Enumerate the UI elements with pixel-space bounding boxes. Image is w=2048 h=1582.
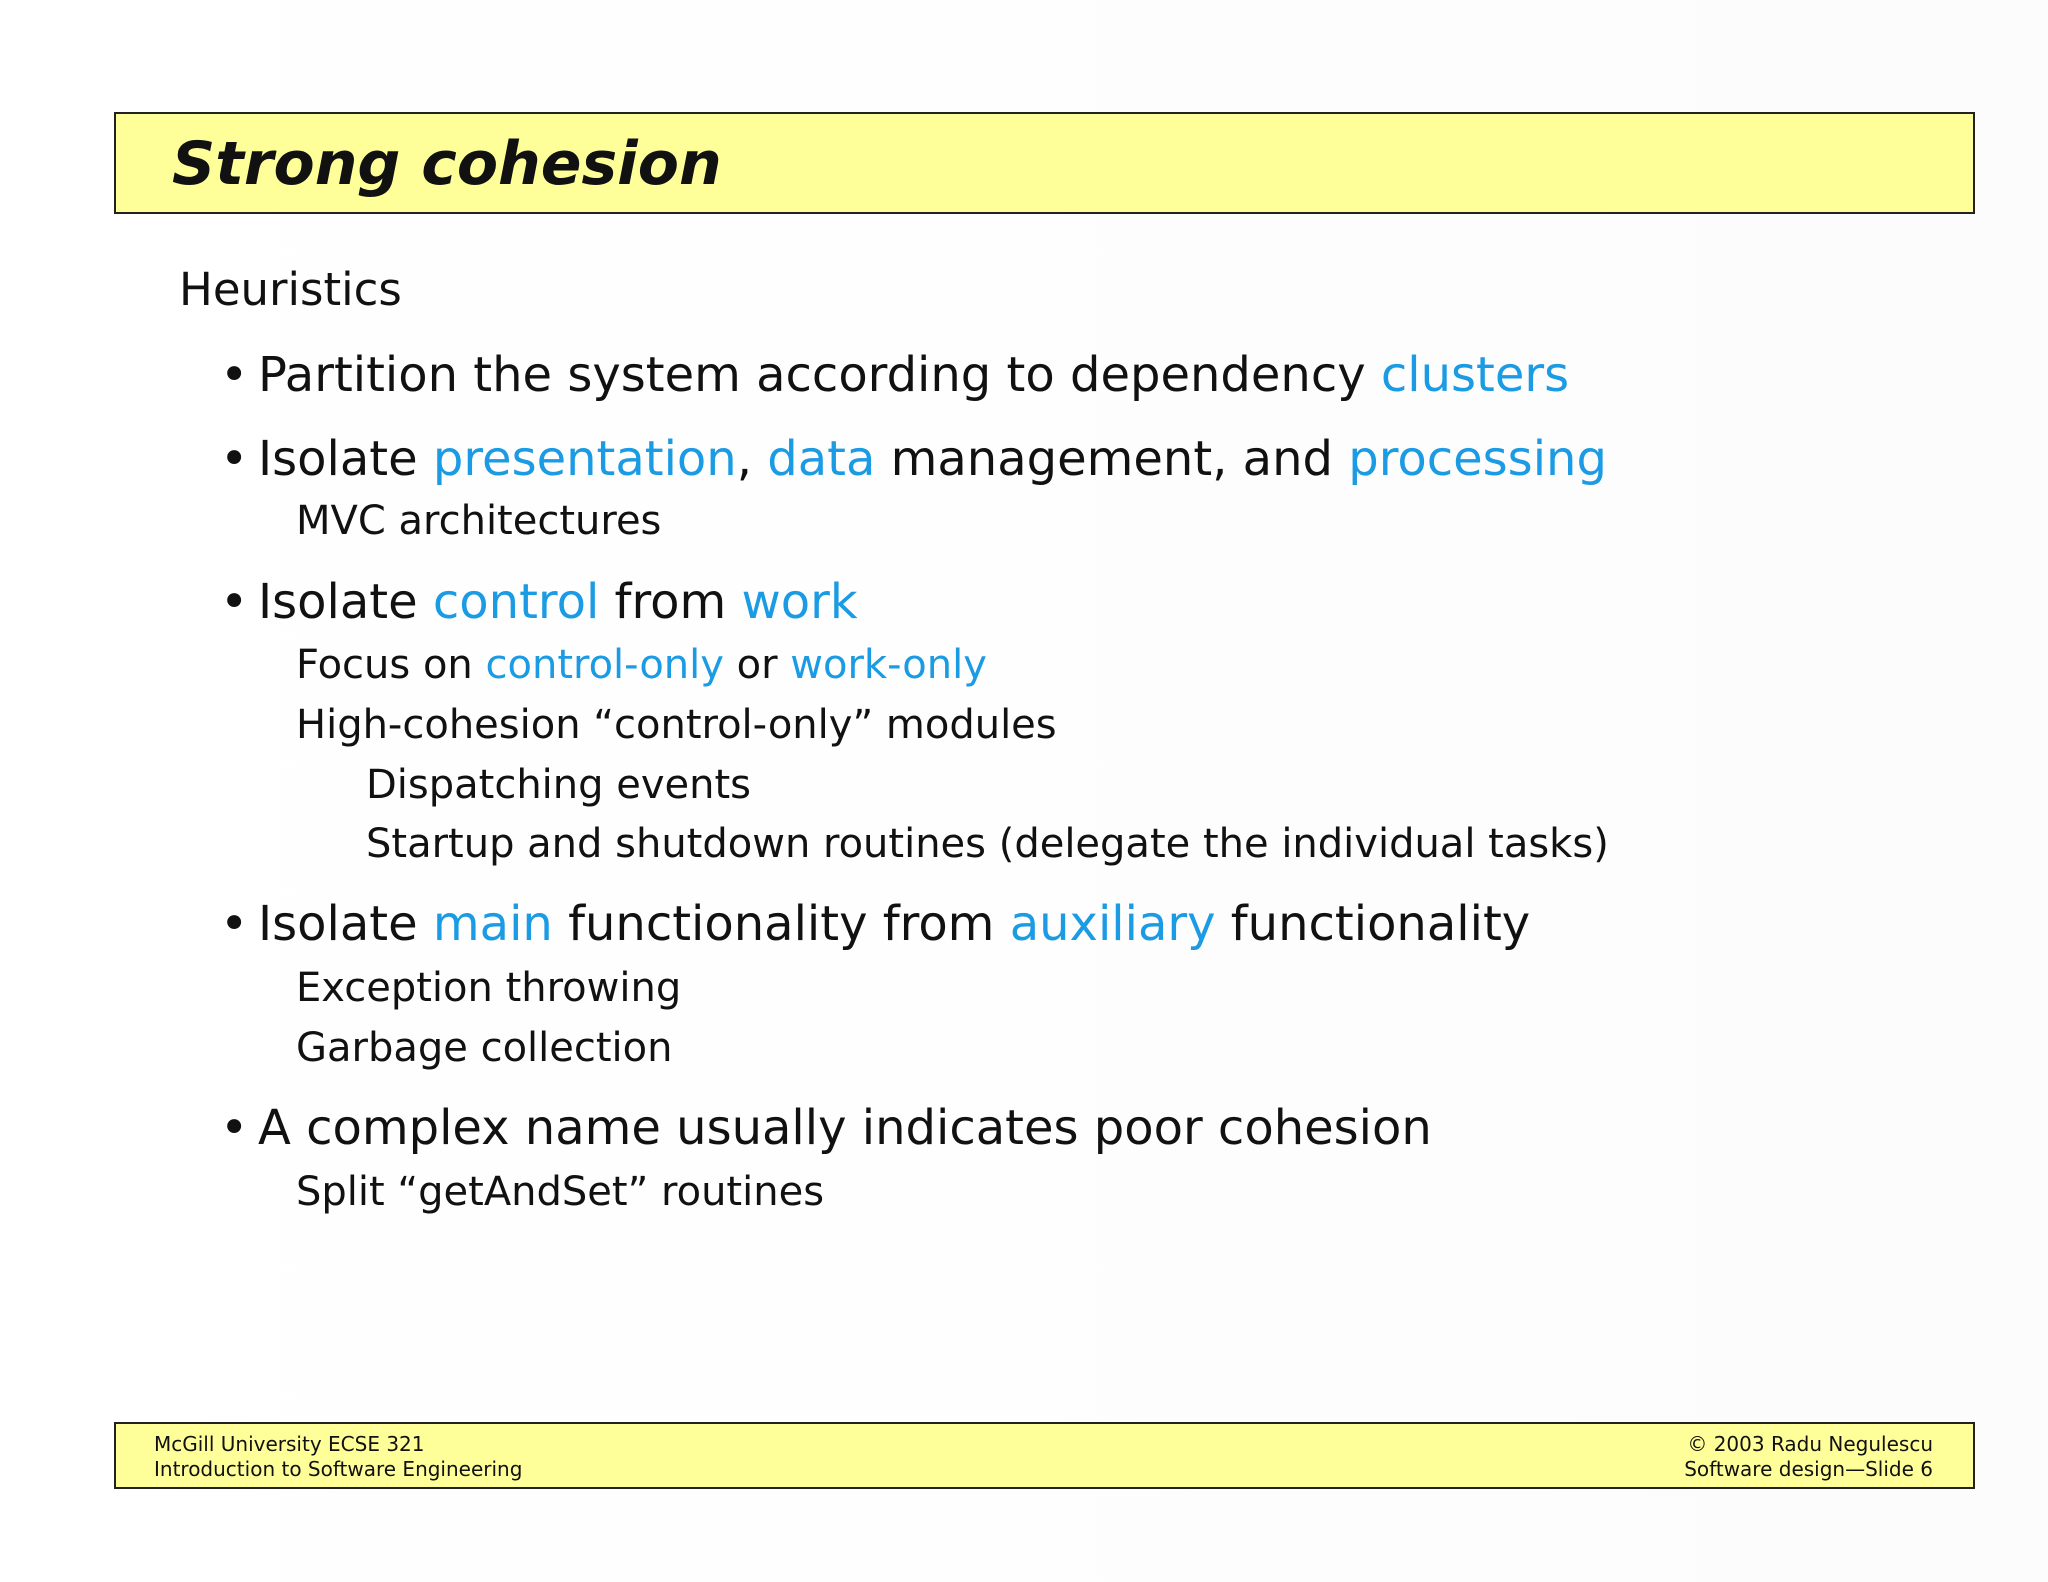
sub-sub-item: Dispatching events (366, 762, 752, 808)
bullet-text: Isolate (258, 574, 433, 630)
bullet-text: Isolate (258, 431, 433, 487)
bullet-dot: • (220, 896, 249, 952)
footer-course: Introduction to Software Engineering (154, 1457, 523, 1481)
sub-item: Garbage collection (296, 1025, 673, 1071)
bullet-item (220, 345, 1569, 405)
bullet-dot: • (220, 574, 249, 630)
highlight-term: processing (1348, 431, 1607, 487)
highlight-term: control-only (485, 642, 724, 688)
highlight-term: presentation (432, 431, 737, 487)
bullet-dot: • (220, 1100, 249, 1156)
footer-bar (114, 1422, 1975, 1489)
bullet-dot: • (220, 347, 249, 403)
sub-item-text: Focus on (296, 642, 486, 688)
bullet-text: A complex name usually indicates poor cohesion (258, 1100, 1432, 1156)
highlight-term: auxiliary (1009, 896, 1216, 952)
bullet-text: , (736, 431, 768, 487)
bullet-item (220, 429, 1607, 489)
bullet-dot: • (220, 431, 249, 487)
bullet-item (220, 894, 1530, 954)
sub-item: Exception throwing (296, 965, 682, 1011)
bullet-text: management, and (875, 431, 1349, 487)
highlight-term: clusters (1380, 347, 1570, 403)
sub-item: MVC architectures (296, 498, 662, 544)
bullet-item (220, 1098, 1432, 1158)
sub-item (296, 640, 987, 690)
footer-slide-number: Software design—Slide 6 (1684, 1457, 1933, 1481)
bullet-text: Isolate (258, 896, 433, 952)
highlight-term: work-only (790, 642, 987, 688)
bullet-item (220, 572, 858, 632)
bullet-text: from (599, 574, 742, 630)
highlight-term: control (432, 574, 600, 630)
bullet-text: Partition the system according to dependency (258, 347, 1381, 403)
footer-copyright: © 2003 Radu Negulescu (1687, 1432, 1933, 1456)
sub-item: High-cohesion “control-only” modules (296, 702, 1057, 748)
highlight-term: data (767, 431, 876, 487)
footer-institution: McGill University ECSE 321 (154, 1432, 425, 1456)
footer-right (1684, 1432, 1933, 1482)
section-heading: Heuristics (179, 263, 402, 316)
footer-left (154, 1432, 522, 1482)
highlight-term: main (432, 896, 553, 952)
sub-sub-item: Startup and shutdown routines (delegate the individual tasks) (366, 821, 1609, 867)
highlight-term: work (741, 574, 858, 630)
sub-item: Split “getAndSet” routines (296, 1169, 825, 1215)
bullet-text: functionality from (552, 896, 1010, 952)
sub-item-text: or (723, 642, 791, 688)
slide-title: Strong cohesion (172, 129, 722, 199)
bullet-text: functionality (1215, 896, 1531, 952)
